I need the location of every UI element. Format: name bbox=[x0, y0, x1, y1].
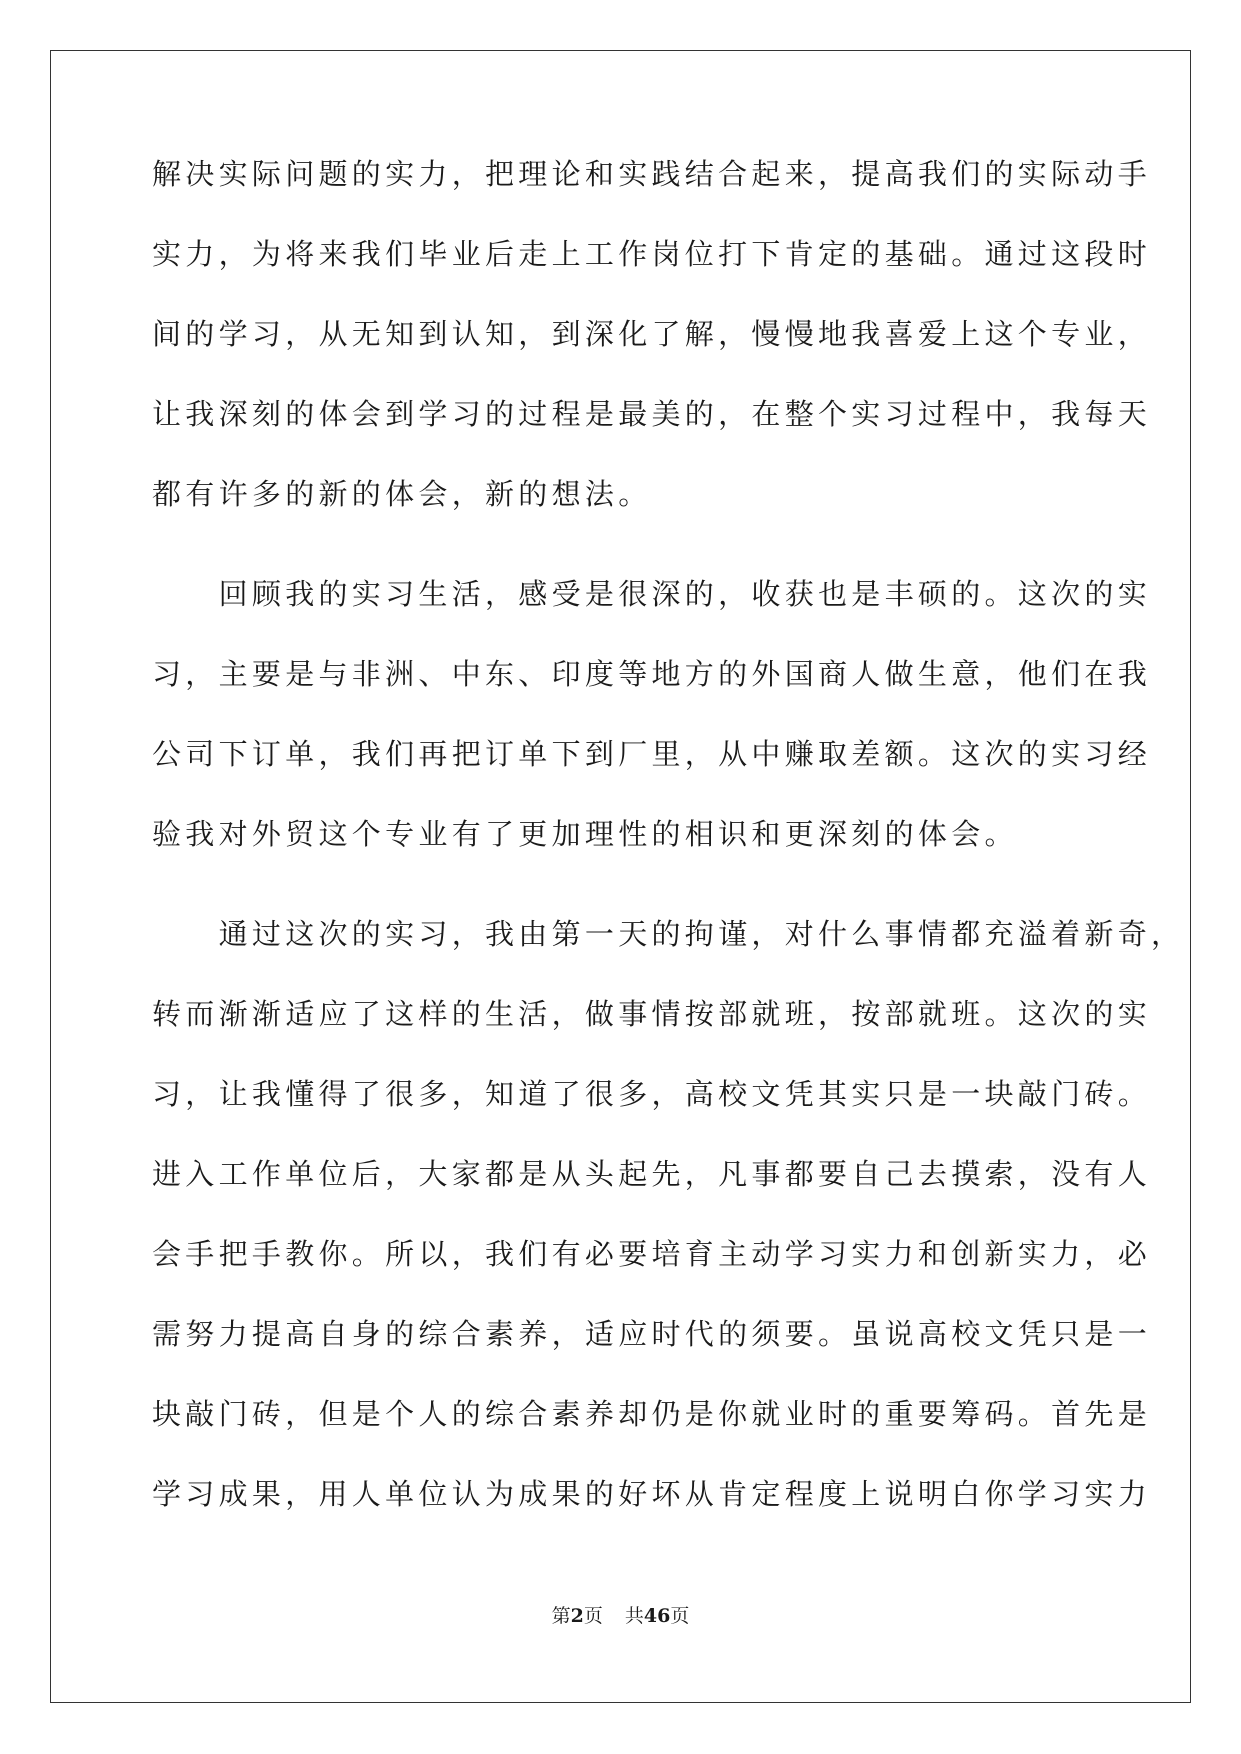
text-line-14: 会手把手教你。所以，我们有必要培育主动学习实力和创新实力，必 bbox=[152, 1237, 1152, 1271]
text-line-7: 习，主要是与非洲、中东、印度等地方的外国商人做生意，他们在我 bbox=[152, 657, 1152, 691]
text-line-9: 验我对外贸这个专业有了更加理性的相识和更深刻的体会。 bbox=[152, 817, 1018, 851]
text-line-4: 让我深刻的体会到学习的过程是最美的，在整个实习过程中，我每天 bbox=[152, 397, 1152, 431]
text-line-13: 进入工作单位后，大家都是从头起先，凡事都要自己去摸索，没有人 bbox=[152, 1157, 1152, 1191]
text-line-11: 转而渐渐适应了这样的生活，做事情按部就班，按部就班。这次的实 bbox=[152, 997, 1152, 1031]
text-line-2: 实力，为将来我们毕业后走上工作岗位打下肯定的基础。通过这段时 bbox=[152, 237, 1152, 271]
page-border bbox=[50, 50, 1191, 1703]
total-prefix: 共 bbox=[624, 1605, 644, 1627]
text-line-12: 习，让我懂得了很多，知道了很多，高校文凭其实只是一块敲门砖。 bbox=[152, 1077, 1152, 1111]
total-suffix: 页 bbox=[670, 1605, 690, 1627]
text-line-10: 通过这次的实习，我由第一天的拘谨，对什么事情都充溢着新奇， bbox=[152, 917, 1185, 951]
text-line-3: 间的学习，从无知到认知，到深化了解，慢慢地我喜爱上这个专业， bbox=[152, 317, 1152, 351]
text-line-5: 都有许多的新的体会，新的想法。 bbox=[152, 477, 652, 511]
text-line-17: 学习成果，用人单位认为成果的好坏从肯定程度上说明白你学习实力 bbox=[152, 1477, 1152, 1511]
page-suffix: 页 bbox=[583, 1605, 603, 1627]
page-prefix: 第 bbox=[551, 1605, 571, 1627]
text-line-16: 块敲门砖，但是个人的综合素养却仍是你就业时的重要筹码。首先是 bbox=[152, 1397, 1152, 1431]
text-line-15: 需努力提高自身的综合素养，适应时代的须要。虽说高校文凭只是一 bbox=[152, 1317, 1152, 1351]
page-number: 2 bbox=[570, 1605, 584, 1627]
text-line-6: 回顾我的实习生活，感受是很深的，收获也是丰硕的。这次的实 bbox=[152, 577, 1152, 611]
text-line-8: 公司下订单，我们再把订单下到厂里，从中赚取差额。这次的实习经 bbox=[152, 737, 1152, 771]
text-line-1: 解决实际问题的实力，把理论和实践结合起来，提高我们的实际动手 bbox=[152, 157, 1152, 191]
page-footer bbox=[0, 1604, 1241, 1628]
total-pages: 46 bbox=[643, 1605, 671, 1627]
